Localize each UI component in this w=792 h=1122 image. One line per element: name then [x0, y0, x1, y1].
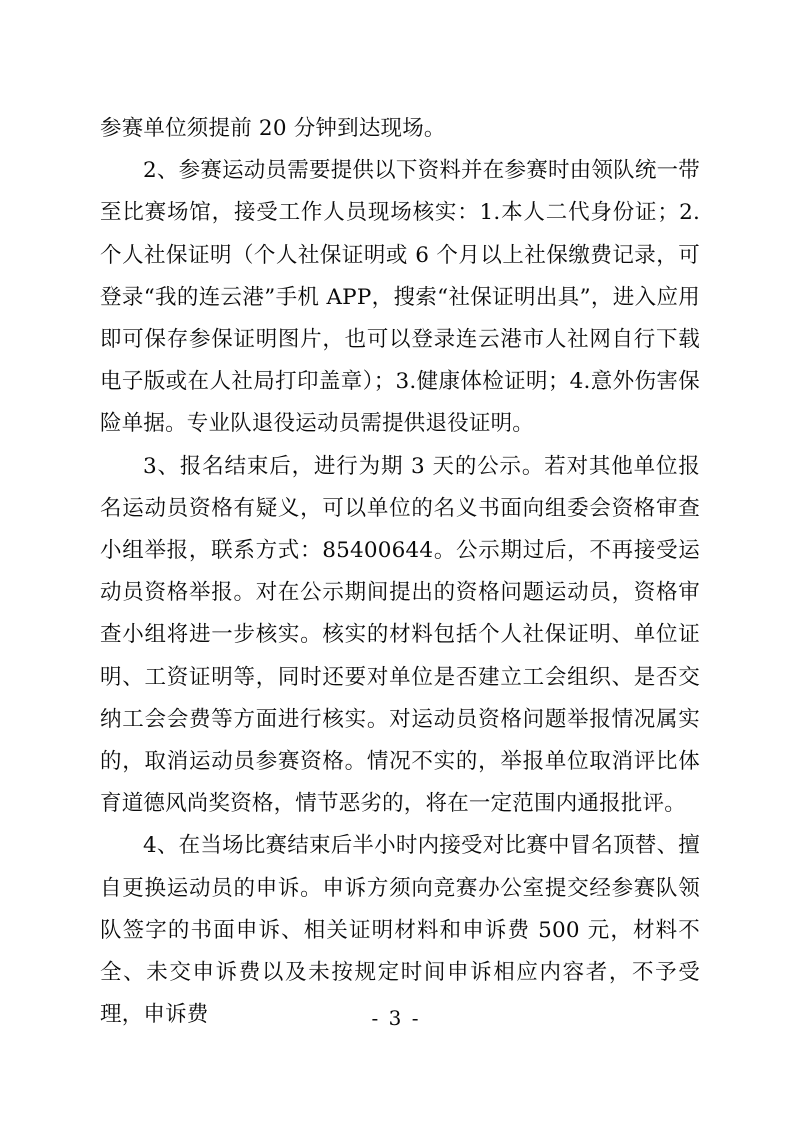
paragraph-item-4: 4、在当场比赛结束后半小时内接受对比赛中冒名顶替、擅自更换运动员的申诉。申诉方须向竞赛办公室提交经参赛队领队签字的书面申诉、相关证明材料和申诉费 500 元，材料不全、未交申诉费以及未按规定时间申诉相应内容者，不予受理，申诉费	[100, 833, 700, 1028]
paragraph-item-3: 3、报名结束后，进行为期 3 天的公示。若对其他单位报名运动员资格有疑义，可以单位的名义书面向组委会资格审查小组举报，联系方式：85400644。公示期过后，不再接受运动员资格举报。对在公示期间提出的资格问题运动员，资格审查小组将进一步核实。核实的材料包括个人社保证明、单位证明、工资证明等，同时还要对单位是否建立工会组织、是否交纳工会会费等方面进行核实。对运动员资格问题举报情况属实的，取消运动员参赛资格。情况不实的，举报单位取消评比体育道德风尚奖资格，情节恶劣的，将在一定范围内通报批评。	[100, 453, 700, 817]
document-text-body	[100, 108, 700, 1036]
page-number: - 3 -	[371, 1006, 421, 1030]
paragraph-continuation: 参赛单位须提前 20 分钟到达现场。	[100, 116, 446, 141]
paragraph-item-2: 2、参赛运动员需要提供以下资料并在参赛时由领队统一带至比赛场馆，接受工作人员现场核实：1.本人二代身份证；2.个人社保证明（个人社保证明或 6 个月以上社保缴费记录，可登录“我的连云港”手机 APP，搜索“社保证明出具”，进入应用即可保存参保证明图片，也可以登录连云港市人社网自行下载电子版或在人社局打印盖章）；3.健康体检证明；4.意外伤害保险单据。专业队退役运动员需提供退役证明。	[100, 158, 700, 437]
